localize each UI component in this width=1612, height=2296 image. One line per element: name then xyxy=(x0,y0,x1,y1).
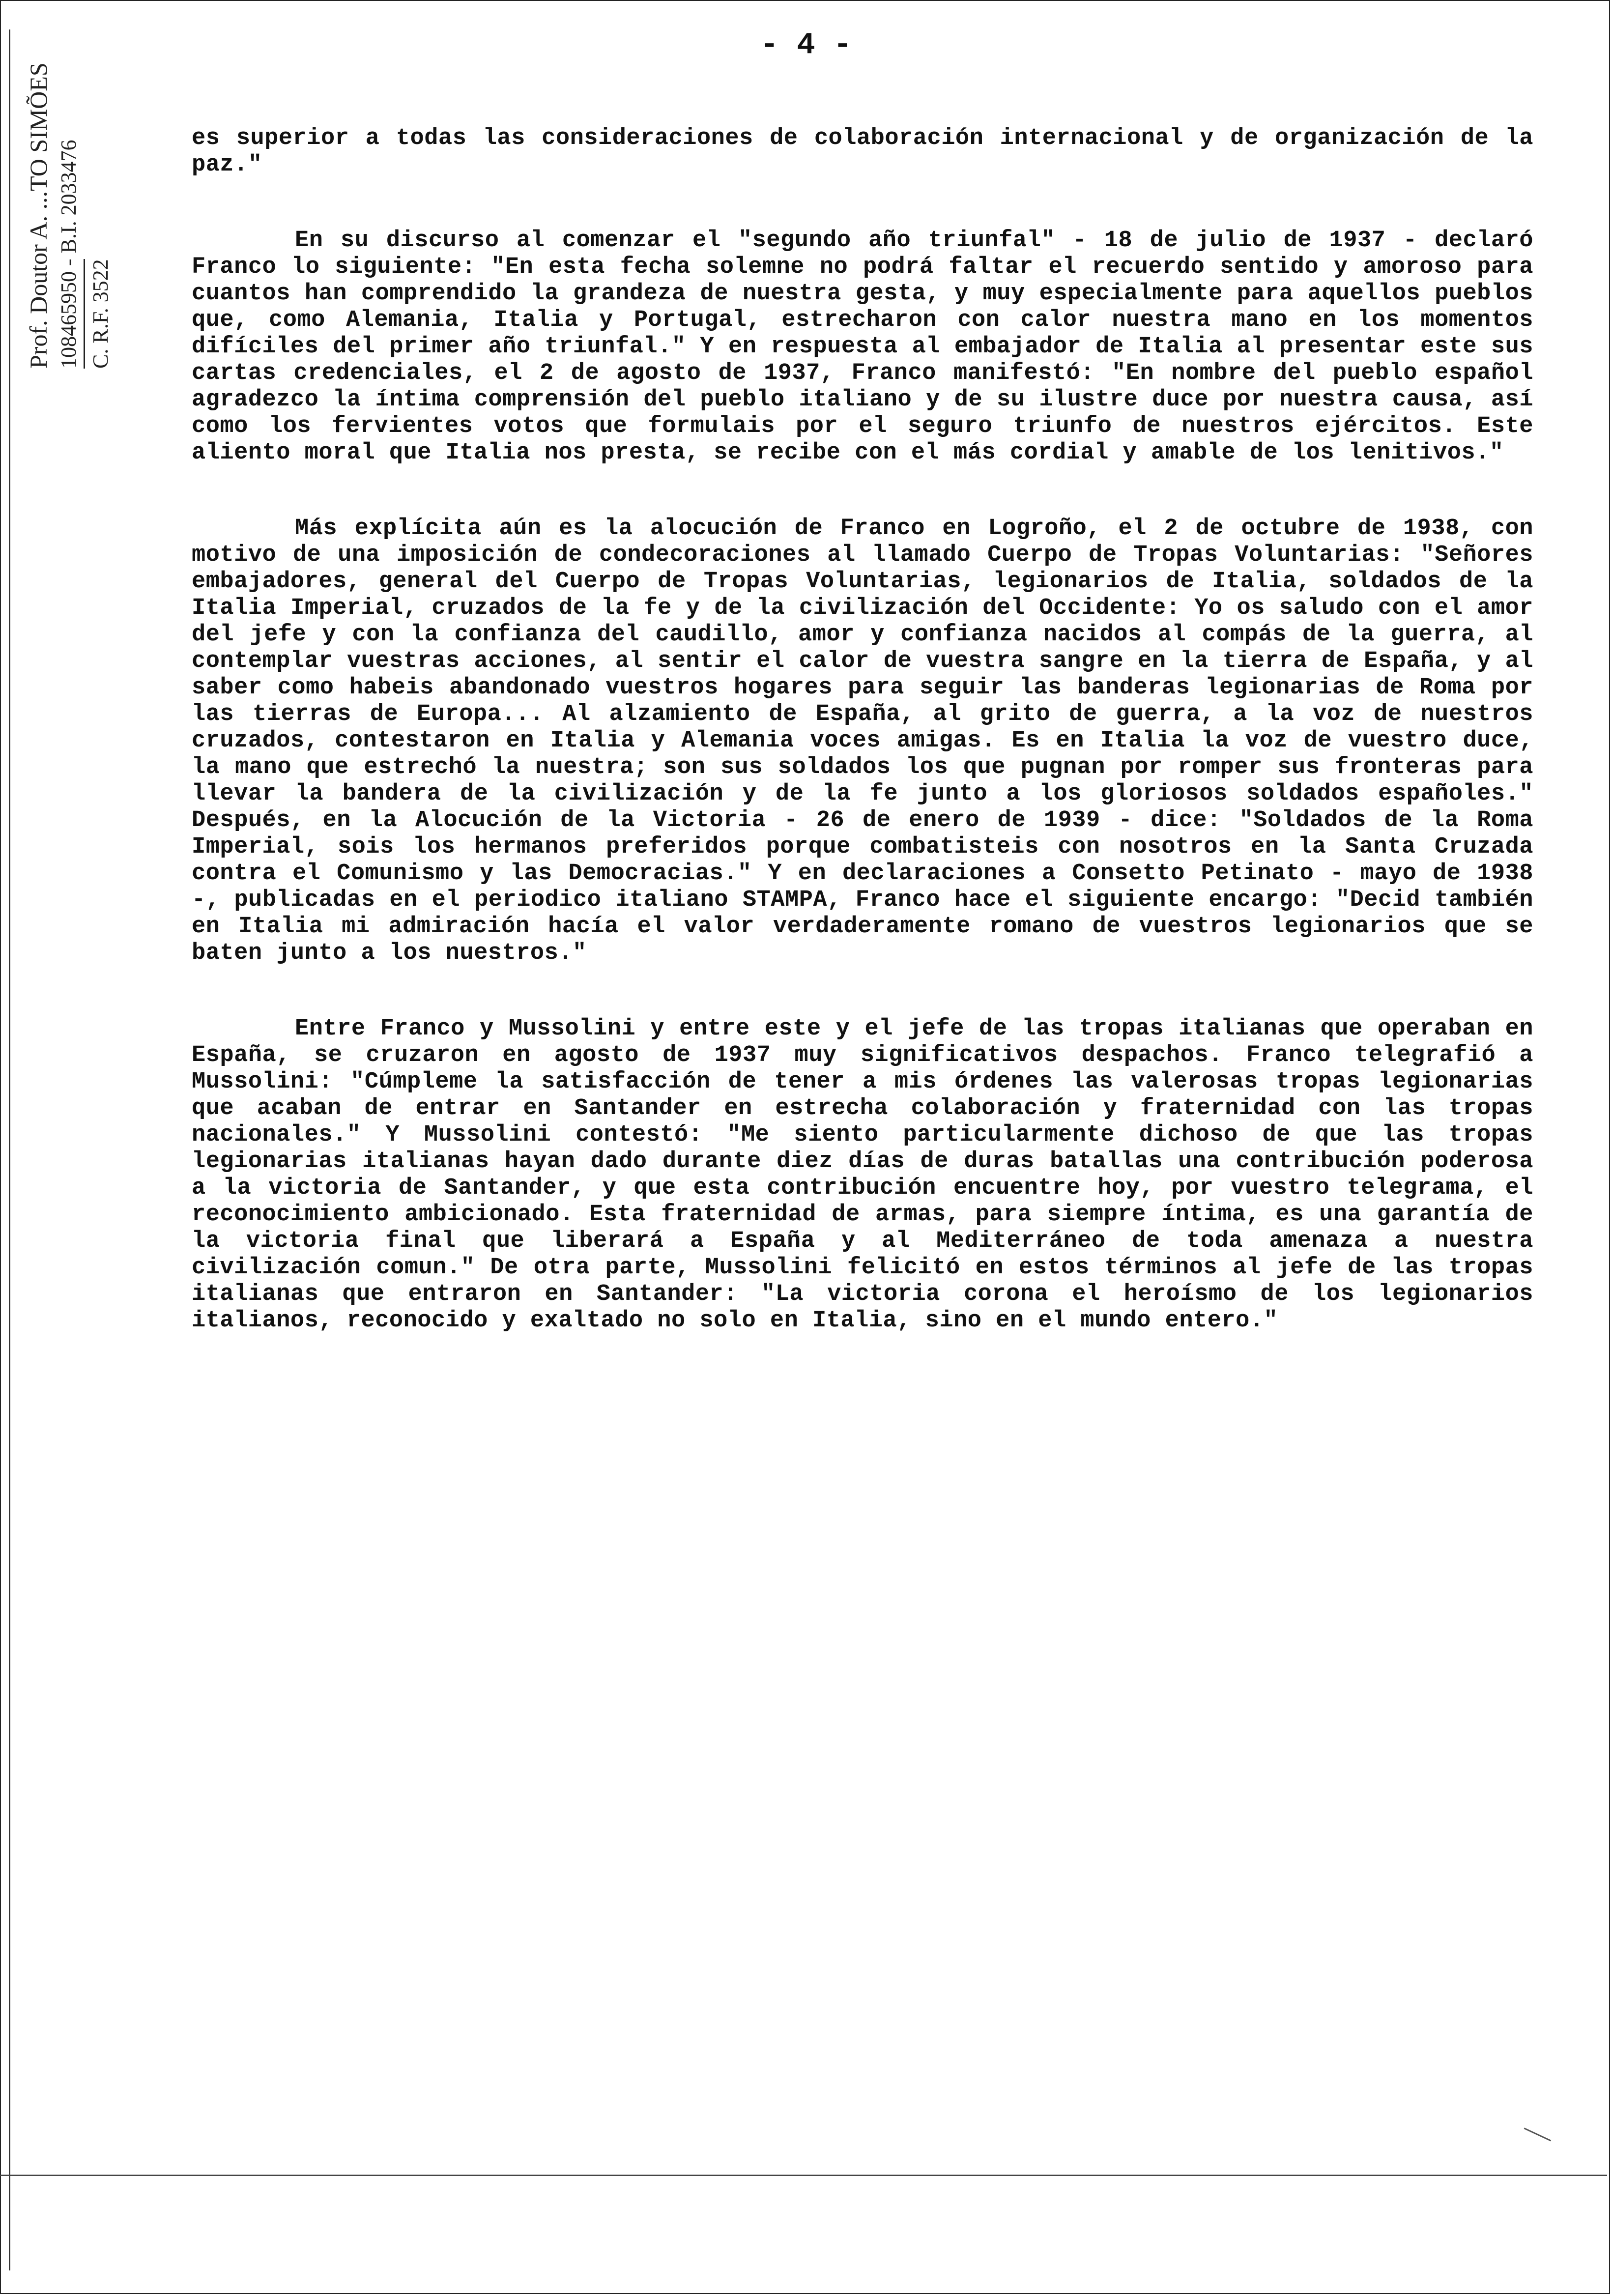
page-number: - 4 - xyxy=(760,28,852,62)
paragraph-3: Más explícita aún es la alocución de Franco en Logroño, el 2 de octubre de 1938, con motivo de una imposición de condecoraciones al llamado Cuerpo de Tropas Voluntarias: "Señores embajadores, general del Cuerpo de Tropas Voluntarias, legionarios de Italia, soldados de la Italia Imperial, cruzados de la fe y de la civilización del Occidente: Yo os saludo con el amor del jefe y con la confianza del caudillo, amor y confianza nacidos al compás de la guerra, al contemplar vuestras acciones, al sentir el calor de vuestra sangre en la tierra de España, y al saber como habeis abandonado vuestros hogares para seguir las banderas legionarias de Roma por las tierras de Europa... Al alzamiento de España, al grito de guerra, a la voz de nuestros cruzados, contestaron en Italia y Alemania voces amigas. Es en Italia la voz de vuestro duce, la mano que estrechó la nuestra; son sus soldados los que pugnan por romper sus fronteras para llevar la bandera de la civilización y de la fe junto a los gloriosos soldados españoles." Después, en la Alocución de la Victoria - 26 de enero de 1939 - dice: "Soldados de la Roma Imperial, sois los hermanos preferidos porque combatisteis con nosotros en la Santa Cruzada contra el Comunismo y las Democracias." Y en declaraciones a Consetto Petinato - mayo de 1938 -, publicadas en el periodico italiano STAMPA, Franco hace el siguiente encargo: "Decid también en Italia mi admiración hacía el valor verdaderamente romano de vuestros legionarios que se baten junto a los nuestros." xyxy=(192,516,1533,966)
paragraph-1: es superior a todas las consideraciones de colaboración internacional y de organización de la paz." xyxy=(192,125,1533,178)
paragraph-4: Entre Franco y Mussolini y entre este y el jefe de las tropas italianas que operaban en España, se cruzaron en agosto de 1937 muy significativos despachos. Franco telegrafió a Mussolini: "Cúmpleme la satisfacción de tener a mis órdenes las valerosas tropas legionarias que acaban de entrar en Santander en estrecha colaboración y fraternidad con las tropas nacionales." Y Mussolini contestó: "Me siento particularmente dichoso de que las tropas legionarias italianas hayan dado durante diez días de duras batallas una contribución poderosa a la victoria de Santander, y que esta contribución encuentre hoy, por vuestro telegrama, el reconocimiento ambicionado. Esta fraternidad de armas, para siempre íntima, es una garantía de la victoria final que liberará a España y al Mediterráneo de toda amenaza a nuestra civilización comun." De otra parte, Mussolini felicitó en estos términos al jefe de las tropas italianas que entraron en Santander: "La victoria corona el heroísmo de los legionarios italianos, reconocido y exaltado no solo en Italia, sino en el mundo entero." xyxy=(192,1016,1533,1334)
bottom-rule xyxy=(0,2175,1607,2176)
stamp-line-2: 108465950 - B.I. 2033476 xyxy=(57,140,81,369)
document-body xyxy=(192,125,1533,1383)
paragraph-2: En su discurso al comenzar el "segundo año triunfal" - 18 de julio de 1937 - declaró Franco lo siguiente: "En esta fecha solemne no podrá faltar el recuerdo sentido y amoroso para cuantos han comprendido la grandeza de nuestra gesta, y muy especialmente para aquellos pueblos que, como Alemania, Italia y Portugal, estrecharon con calor nuestra mano en los momentos difíciles del primer año triunfal." Y en respuesta al embajador de Italia al presentar este sus cartas credenciales, el 2 de agosto de 1937, Franco manifestó: "En nombre del pueblo español agradezco la íntima comprensión del pueblo italiano y de su ilustre duce por nuestra causa, así como los fervientes votos que formulais por el seguro triunfo de nuestros ejércitos. Este aliento moral que Italia nos presta, se recibe con el más cordial y amable de los lenitivos." xyxy=(192,228,1533,466)
left-margin-rule xyxy=(9,29,10,2270)
stamp-line-1: Prof. Doutor A. ...TO SIMÕES xyxy=(25,62,52,369)
stamp-line-3: C. R.F. 3522 xyxy=(84,259,115,369)
archive-stamp xyxy=(23,34,150,369)
